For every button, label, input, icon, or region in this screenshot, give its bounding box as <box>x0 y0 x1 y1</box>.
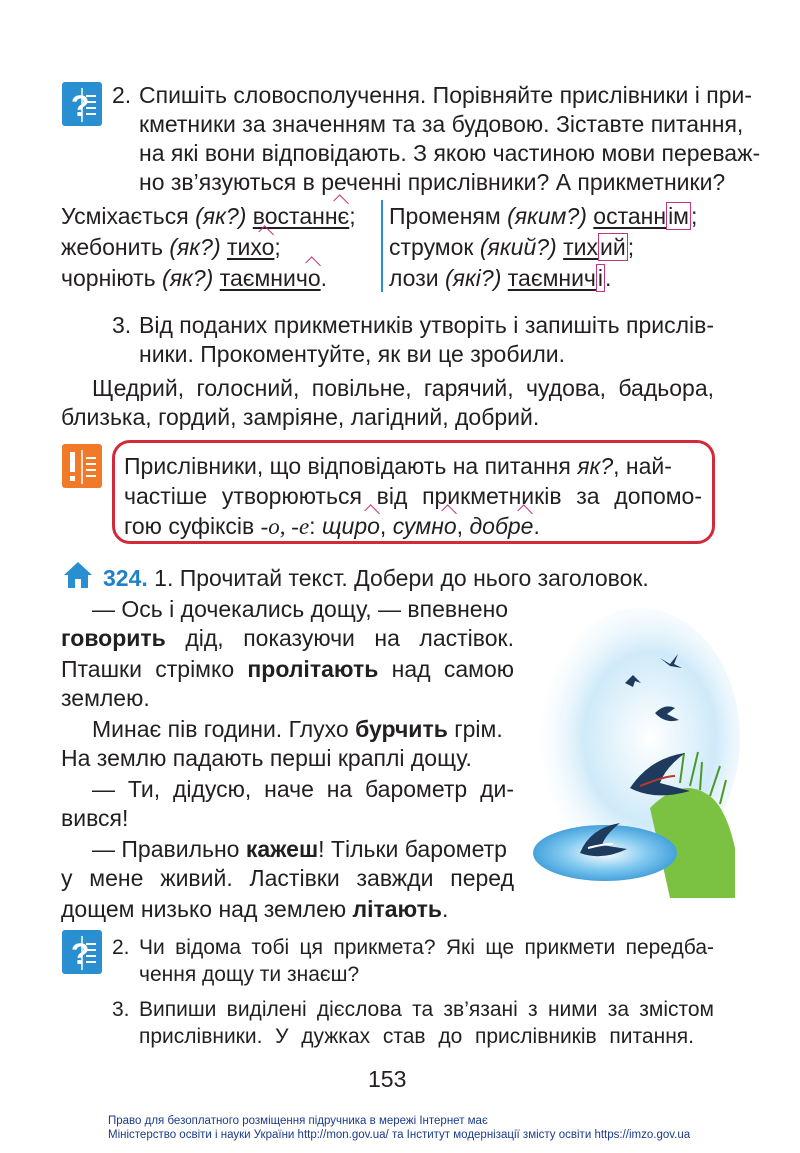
table-row-left: жебонить (як?) тихо; <box>61 234 281 260</box>
task-text-line: кметники за значенням та за будовою. Зіставте питання, <box>139 111 744 137</box>
exclamation-book-icon <box>62 444 102 493</box>
table-divider <box>381 200 383 292</box>
question-book-icon <box>62 930 102 979</box>
task-number: 2. <box>112 936 130 959</box>
story-line: — Ось і дочекались дощу, — впевнено <box>92 596 509 622</box>
table-row-right: Променям (яким?) останнім; <box>389 203 698 229</box>
task-text-line: Спишіть словосполучення. Порівняйте прислівники і при- <box>139 82 753 108</box>
task-text-line: на які вони відповідають. З якою частиною мови переваж- <box>139 140 761 166</box>
task-text-line: чення дощу ти знаєш? <box>139 963 360 986</box>
rule-line: гою суфіксів -о, -е: щиро, сумно, добре. <box>124 513 540 539</box>
task-text-line: ники. Прокоментуйте, як ви це зробили. <box>139 341 566 367</box>
task-text-line: прислівники. У дужках став до прислівників питання. <box>139 1025 694 1048</box>
task-text-line: Випиши виділені дієслова та зв’язані з ними за змістом <box>139 998 714 1021</box>
adjective-stem: таємнич <box>507 265 596 291</box>
table-row-left: чорніють (як?) таємничо. <box>61 265 328 291</box>
copyright-line: Право для безоплатного розміщення підручника в мережі Інтернет має <box>108 1115 488 1127</box>
copyright-line: Міністерство освіти і науки України http://mon.gov.ua/ та Інститут модернізації змісту освіти https://imzo.gov.ua <box>108 1129 691 1141</box>
story-line: говорить дід, показуючи на ластівок. <box>61 625 514 651</box>
page-number: 153 <box>368 1066 407 1092</box>
adjective-ending: ім <box>668 203 689 229</box>
adjective-stem: останн <box>593 203 667 229</box>
story-line: — Ти, дідусю, наче на барометр ди- <box>92 776 514 802</box>
story-line: дощем низько над землею літають. <box>61 896 449 922</box>
adverb: тихо <box>227 234 275 260</box>
rule-example: щиро <box>321 513 380 539</box>
story-line: вився! <box>61 805 129 831</box>
question-book-icon <box>62 82 102 131</box>
house-icon <box>62 560 94 595</box>
svg-text:?: ? <box>71 938 90 971</box>
table-row-right: струмок (який?) тихий; <box>389 234 635 260</box>
rule-line: Прислівники, що відповідають на питання як?, най- <box>124 453 672 479</box>
adjective-list-line: Щедрий, голосний, повільне, гарячий, чудова, бадьора, <box>92 375 714 401</box>
adjective-ending: ий <box>600 234 626 260</box>
adjective-ending: і <box>597 265 604 291</box>
task-text-line: но зв’язуються в реченні прислівники? А прикметники? <box>139 169 726 195</box>
swallows-illustration <box>530 608 740 903</box>
table-row-left: Усміхається (як?) востаннє; <box>61 203 356 229</box>
story-line: На землю падають перші краплі дощу. <box>61 745 472 771</box>
adverb: востаннє <box>252 203 350 229</box>
story-line: землею. <box>61 685 150 711</box>
adjective-stem: тих <box>563 234 598 260</box>
exercise-header: 324. 1. Прочитай текст. Добери до нього заголовок. <box>103 565 649 591</box>
exercise-number: 324. <box>103 565 148 591</box>
task-text-line: Чи відома тобі ця прикмета? Які ще прикмети передба- <box>139 936 714 959</box>
adverb: таємничо <box>219 265 321 291</box>
task-number: 3. <box>112 312 132 338</box>
story-line: Минає пів години. Глухо бурчить грім. <box>92 716 503 742</box>
table-row-right: лози (які?) таємничі. <box>389 265 612 291</box>
rule-line: частіше утворюються від прикметників за допомо- <box>124 483 702 509</box>
story-line: у мене живий. Ластівки завжди перед <box>61 865 514 891</box>
story-line: — Правильно кажеш! Тільки барометр <box>92 836 507 862</box>
adjective-list-line: близька, гордий, замріяне, лагідний, добрий. <box>61 404 540 430</box>
rule-example: добре <box>469 513 534 539</box>
story-line: Пташки стрімко пролітають над самою <box>61 656 514 682</box>
rule-example: сумно <box>392 513 457 539</box>
task-number: 3. <box>112 998 130 1021</box>
task-number: 2. <box>112 82 132 108</box>
svg-text:?: ? <box>71 90 90 123</box>
task-text-line: Від поданих прикметників утворіть і запишіть прислів- <box>139 312 714 338</box>
